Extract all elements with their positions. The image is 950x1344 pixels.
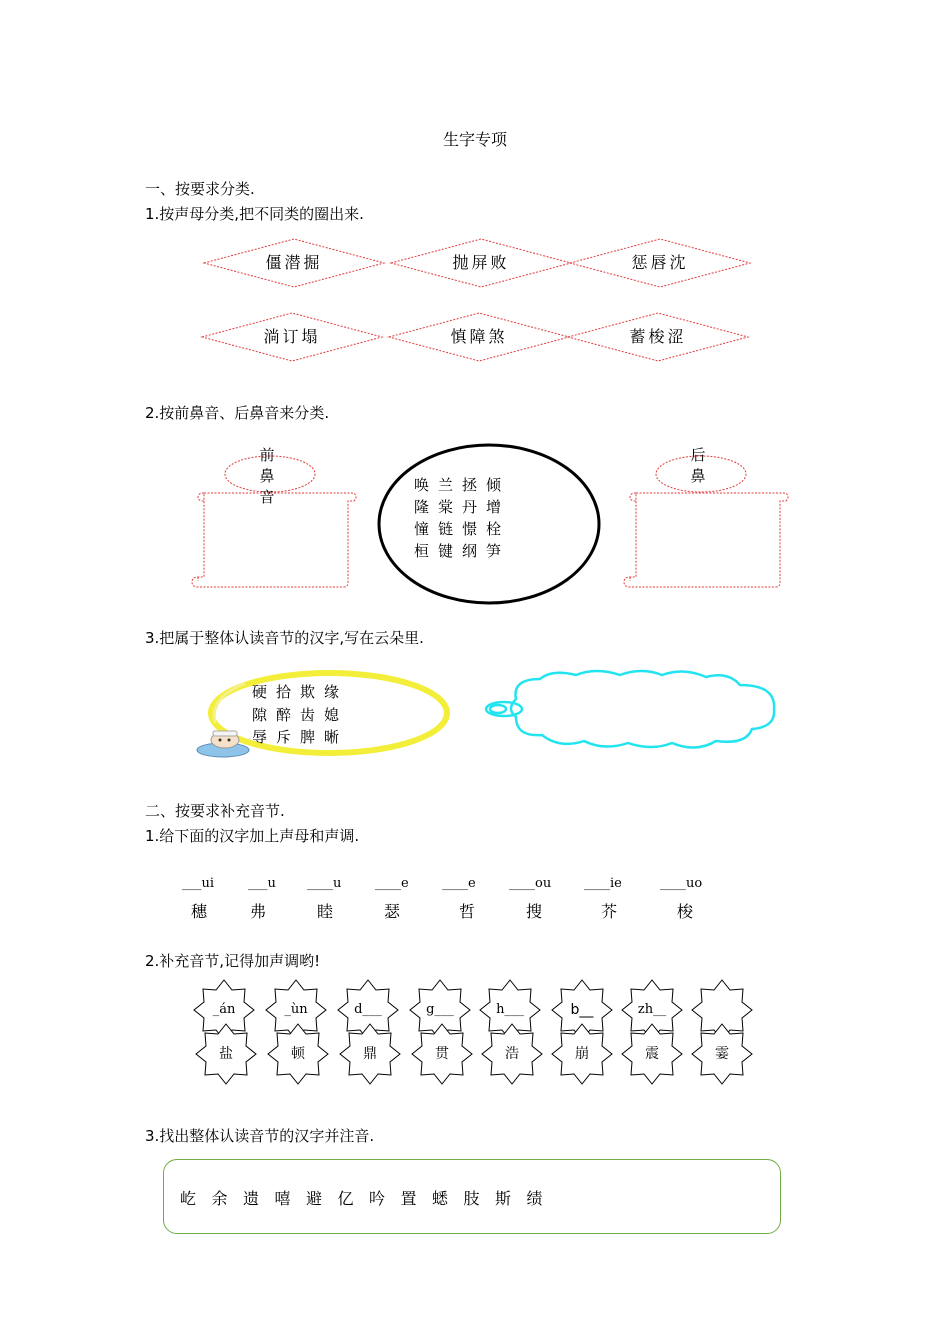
pool-row: 隙醉齿媳 — [252, 705, 349, 724]
diamond-group-3[interactable] — [568, 237, 752, 289]
s2-q3-label: 3.找出整体认读音节的汉字并注音. — [145, 1127, 375, 1145]
hanzi: 哲 — [459, 902, 476, 921]
pool-row: 桓键纲笋 — [414, 542, 511, 560]
pool-row: 隆棠丹增 — [414, 498, 511, 516]
star-char-text: 崩 — [575, 1046, 589, 1062]
q3-label: 3.把属于整体认读音节的汉字,写在云朵里. — [145, 629, 424, 647]
diamond-group-2[interactable] — [389, 237, 573, 289]
diamond-group-4[interactable] — [200, 311, 384, 363]
diamond-text: 僵潜掘 — [265, 253, 323, 272]
star-char-text: 贯 — [435, 1046, 449, 1062]
star-pinyin-text: _án — [212, 1002, 236, 1017]
pool-row: 辱斥脾晰 — [252, 728, 349, 746]
diamond-group-5[interactable] — [387, 311, 571, 363]
diamond-text: 抛屏败 — [452, 253, 510, 272]
pinyin-blank[interactable]: ___u — [248, 876, 276, 891]
char-item: 余 — [211, 1189, 228, 1208]
star-char-4 — [410, 1022, 474, 1086]
hanzi: 搜 — [526, 902, 543, 921]
star-char-text: 浩 — [505, 1046, 519, 1062]
char-item: 绩 — [526, 1189, 543, 1208]
star-char-6 — [550, 1022, 614, 1086]
s2-q2-label: 2.补充音节,记得加声调哟! — [145, 952, 321, 970]
star-char-2 — [266, 1022, 330, 1086]
q1-label: 1.按声母分类,把不同类的圈出来. — [145, 205, 364, 223]
star-pinyin-text: d___ — [354, 1002, 382, 1017]
pool-row: 唤兰拯倾 — [414, 476, 511, 494]
star-char-text: 霎 — [715, 1046, 729, 1062]
section1-heading: 一、按要求分类. — [145, 180, 255, 198]
diamond-group-1[interactable] — [202, 237, 386, 289]
pinyin-blank[interactable]: ____u — [307, 876, 342, 891]
label-char: 鼻 — [690, 467, 706, 485]
back-nasal-scroll[interactable] — [622, 450, 794, 592]
hanzi: 瑟 — [384, 902, 401, 921]
diamond-text: 蓄梭涩 — [629, 327, 687, 346]
back-nasal-label — [688, 445, 708, 487]
char-item: 蟋 — [432, 1189, 449, 1208]
star-char-3 — [338, 1022, 402, 1086]
star-pinyin-text: h___ — [496, 1002, 524, 1017]
diamond-group-6[interactable] — [566, 311, 750, 363]
char-item: 嘻 — [274, 1189, 291, 1208]
star-pinyin-text: zh__ — [637, 1002, 667, 1017]
star-pinyin-text: _ùn — [284, 1002, 308, 1017]
page-title: 生字专项 — [442, 130, 507, 149]
pinyin-blank[interactable]: ____ou — [509, 876, 552, 891]
char-item: 置 — [400, 1189, 417, 1208]
front-nasal-label — [257, 445, 277, 508]
star-char-8 — [690, 1022, 754, 1086]
star-pinyin-text: g___ — [426, 1002, 454, 1017]
hanzi: 睦 — [317, 902, 334, 921]
char-item: 避 — [306, 1189, 323, 1208]
diamond-text: 淌订塌 — [263, 327, 321, 346]
q2-label: 2.按前鼻音、后鼻音来分类. — [145, 404, 330, 422]
hanzi: 梭 — [677, 902, 694, 921]
char-item: 屹 — [180, 1189, 197, 1208]
cloud-answer-area[interactable] — [476, 665, 782, 753]
pinyin-blank[interactable]: ____e — [375, 876, 409, 891]
star-pinyin-text: b__ — [570, 1002, 594, 1018]
pinyin-blank[interactable]: ____uo — [660, 876, 703, 891]
star-char-text: 鼎 — [363, 1046, 377, 1062]
pinyin-blank[interactable]: ____ie — [584, 876, 622, 891]
diamond-text: 惩唇沈 — [631, 253, 689, 272]
diamond-text: 慎障煞 — [450, 327, 508, 346]
pinyin-blank[interactable]: ___ui — [182, 876, 215, 891]
cartoon-figure-icon — [195, 728, 255, 758]
syllable-pool — [252, 681, 348, 749]
star-char-7 — [620, 1022, 684, 1086]
hanzi: 穗 — [191, 902, 208, 921]
char-item: 遗 — [243, 1189, 260, 1208]
star-char-text: 震 — [645, 1046, 659, 1062]
label-char: 音 — [259, 488, 275, 506]
char-item: 斯 — [495, 1189, 512, 1208]
s2-q1-label: 1.给下面的汉字加上声母和声调. — [145, 827, 360, 845]
char-list — [180, 1186, 558, 1209]
star-char-5 — [480, 1022, 544, 1086]
pool-row: 憧链憬栓 — [414, 520, 511, 538]
character-pool — [414, 474, 510, 562]
star-char-1 — [194, 1022, 258, 1086]
hanzi: 弗 — [250, 902, 267, 921]
answer-box[interactable] — [163, 1159, 781, 1234]
star-char-text: 盐 — [219, 1046, 233, 1062]
section2-heading: 二、按要求补充音节. — [145, 802, 285, 820]
hanzi: 芥 — [601, 902, 618, 921]
pinyin-blank[interactable]: ____e — [442, 876, 476, 891]
label-char: 前 — [259, 446, 275, 464]
pool-row: 硬拾欺缘 — [252, 683, 349, 701]
char-item: 吟 — [369, 1189, 386, 1208]
star-char-text: 顿 — [291, 1046, 305, 1062]
char-item: 肢 — [463, 1189, 480, 1208]
char-item: 亿 — [337, 1189, 354, 1208]
label-char: 鼻 — [259, 467, 275, 485]
label-char: 后 — [690, 446, 706, 464]
